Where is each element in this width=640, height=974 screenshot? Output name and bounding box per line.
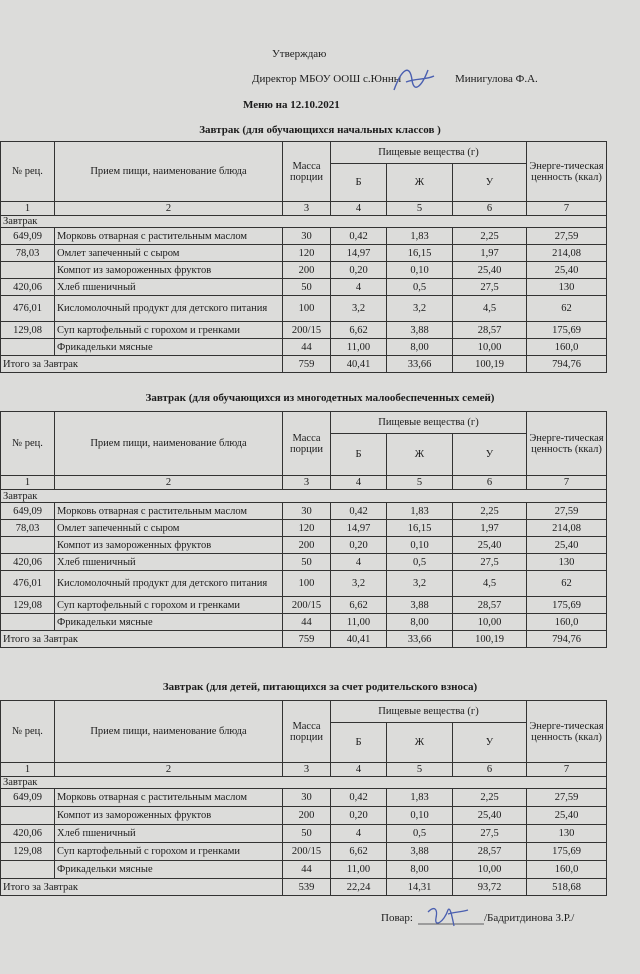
fat-cell: 1,83 bbox=[387, 228, 453, 245]
carb-cell: 2,25 bbox=[453, 503, 527, 520]
carb-cell: 25,40 bbox=[453, 807, 527, 825]
protein-cell: 11,00 bbox=[331, 861, 387, 879]
table-row bbox=[1, 843, 607, 861]
carb-cell: 2,25 bbox=[453, 789, 527, 807]
kcal-cell: 214,08 bbox=[527, 520, 607, 537]
fat-cell: 8,00 bbox=[387, 339, 453, 356]
kcal-cell: 25,40 bbox=[527, 537, 607, 554]
mass-cell: 50 bbox=[283, 279, 331, 296]
table-row bbox=[1, 279, 607, 296]
total-label: Итого за Завтрак bbox=[1, 631, 283, 648]
total-protein: 40,41 bbox=[331, 356, 387, 373]
col-number: 3 bbox=[283, 476, 331, 490]
menu-date: Меню на 12.10.2021 bbox=[243, 99, 340, 111]
meal-group-row bbox=[1, 216, 607, 228]
col-number: 5 bbox=[387, 763, 453, 777]
mass-cell: 44 bbox=[283, 339, 331, 356]
fat-cell: 0,10 bbox=[387, 537, 453, 554]
col-u-header: У bbox=[453, 164, 527, 202]
col-rec-header: № рец. bbox=[1, 701, 55, 763]
fat-cell: 1,83 bbox=[387, 789, 453, 807]
kcal-cell: 27,59 bbox=[527, 789, 607, 807]
mass-cell: 120 bbox=[283, 520, 331, 537]
kcal-cell: 160,0 bbox=[527, 614, 607, 631]
protein-cell: 11,00 bbox=[331, 339, 387, 356]
table-row bbox=[1, 322, 607, 339]
fat-cell: 3,88 bbox=[387, 322, 453, 339]
col-number: 2 bbox=[55, 763, 283, 777]
protein-cell: 3,2 bbox=[331, 571, 387, 597]
kcal-cell: 27,59 bbox=[527, 228, 607, 245]
carb-cell: 25,40 bbox=[453, 537, 527, 554]
col-number: 4 bbox=[331, 476, 387, 490]
col-mass-header: Масса порции bbox=[283, 701, 331, 763]
carb-cell: 27,5 bbox=[453, 279, 527, 296]
dish-name-cell: Хлеб пшеничный bbox=[55, 825, 283, 843]
carb-cell: 10,00 bbox=[453, 339, 527, 356]
protein-cell: 0,20 bbox=[331, 807, 387, 825]
total-protein: 40,41 bbox=[331, 631, 387, 648]
col-zh-header: Ж bbox=[387, 434, 453, 476]
mass-cell: 120 bbox=[283, 245, 331, 262]
protein-cell: 0,42 bbox=[331, 789, 387, 807]
rec-cell: 78,03 bbox=[1, 520, 55, 537]
protein-cell: 4 bbox=[331, 825, 387, 843]
rec-cell: 649,09 bbox=[1, 789, 55, 807]
dish-name-cell: Кисломолочный продукт для детского питания bbox=[55, 296, 283, 322]
carb-cell: 1,97 bbox=[453, 520, 527, 537]
fat-cell: 0,10 bbox=[387, 807, 453, 825]
mass-cell: 200/15 bbox=[283, 597, 331, 614]
meal-group-row bbox=[1, 777, 607, 789]
table-row bbox=[1, 339, 607, 356]
director-signature bbox=[388, 60, 438, 100]
dish-name-cell: Компот из замороженных фруктов bbox=[55, 807, 283, 825]
mass-cell: 100 bbox=[283, 571, 331, 597]
col-number: 1 bbox=[1, 763, 55, 777]
table-row bbox=[1, 825, 607, 843]
dish-name-cell: Суп картофельный с горохом и гренками bbox=[55, 597, 283, 614]
fat-cell: 3,2 bbox=[387, 571, 453, 597]
total-protein: 22,24 bbox=[331, 879, 387, 896]
mass-cell: 200 bbox=[283, 262, 331, 279]
cook-label: Повар: bbox=[381, 912, 413, 924]
carb-cell: 28,57 bbox=[453, 597, 527, 614]
section-title: Завтрак (для обучающихся начальных классов ) bbox=[199, 124, 441, 136]
total-kcal: 794,76 bbox=[527, 356, 607, 373]
dish-name-cell: Кисломолочный продукт для детского питания bbox=[55, 571, 283, 597]
col-zh-header: Ж bbox=[387, 723, 453, 763]
mass-cell: 200/15 bbox=[283, 322, 331, 339]
kcal-cell: 25,40 bbox=[527, 807, 607, 825]
col-number: 4 bbox=[331, 202, 387, 216]
director-name: Минигулова Ф.А. bbox=[455, 73, 538, 85]
meal-group-row bbox=[1, 490, 607, 503]
fat-cell: 0,5 bbox=[387, 279, 453, 296]
dish-name-cell: Морковь отварная с растительным маслом bbox=[55, 503, 283, 520]
col-rec-header: № рец. bbox=[1, 412, 55, 476]
table-row bbox=[1, 245, 607, 262]
kcal-cell: 62 bbox=[527, 571, 607, 597]
col-number: 6 bbox=[453, 202, 527, 216]
col-number: 5 bbox=[387, 202, 453, 216]
col-number: 4 bbox=[331, 763, 387, 777]
col-number: 6 bbox=[453, 476, 527, 490]
menu-table bbox=[0, 411, 607, 648]
col-name-header: Прием пищи, наименование блюда bbox=[55, 412, 283, 476]
dish-name-cell: Хлеб пшеничный bbox=[55, 554, 283, 571]
col-b-header: Б bbox=[331, 164, 387, 202]
col-nutrients-header: Пищевые вещества (г) bbox=[331, 142, 527, 164]
dish-name-cell: Суп картофельный с горохом и гренками bbox=[55, 843, 283, 861]
cook-name: /Бадритдинова З.Р./ bbox=[484, 912, 575, 924]
protein-cell: 14,97 bbox=[331, 245, 387, 262]
protein-cell: 0,42 bbox=[331, 228, 387, 245]
carb-cell: 1,97 bbox=[453, 245, 527, 262]
table-row bbox=[1, 503, 607, 520]
table-row bbox=[1, 807, 607, 825]
rec-cell bbox=[1, 262, 55, 279]
meal-group-label: Завтрак bbox=[1, 777, 607, 789]
total-kcal: 794,76 bbox=[527, 631, 607, 648]
dish-name-cell: Компот из замороженных фруктов bbox=[55, 537, 283, 554]
kcal-cell: 62 bbox=[527, 296, 607, 322]
kcal-cell: 25,40 bbox=[527, 262, 607, 279]
rec-cell: 129,08 bbox=[1, 322, 55, 339]
menu-table bbox=[0, 141, 607, 373]
kcal-cell: 27,59 bbox=[527, 503, 607, 520]
col-nutrients-header: Пищевые вещества (г) bbox=[331, 701, 527, 723]
table-row bbox=[1, 520, 607, 537]
total-fat: 33,66 bbox=[387, 631, 453, 648]
col-mass-header: Масса порции bbox=[283, 142, 331, 202]
protein-cell: 6,62 bbox=[331, 322, 387, 339]
kcal-cell: 130 bbox=[527, 279, 607, 296]
total-mass: 539 bbox=[283, 879, 331, 896]
fat-cell: 3,88 bbox=[387, 843, 453, 861]
total-row bbox=[1, 356, 607, 373]
rec-cell bbox=[1, 861, 55, 879]
mass-cell: 50 bbox=[283, 825, 331, 843]
kcal-cell: 160,0 bbox=[527, 861, 607, 879]
section-title: Завтрак (для детей, питающихся за счет родительского взноса) bbox=[162, 681, 478, 693]
col-number: 2 bbox=[55, 202, 283, 216]
kcal-cell: 130 bbox=[527, 825, 607, 843]
meal-group-label: Завтрак bbox=[1, 216, 607, 228]
col-u-header: У bbox=[453, 434, 527, 476]
total-mass: 759 bbox=[283, 356, 331, 373]
col-number: 1 bbox=[1, 202, 55, 216]
dish-name-cell: Фрикадельки мясные bbox=[55, 861, 283, 879]
dish-name-cell: Морковь отварная с растительным маслом bbox=[55, 789, 283, 807]
col-name-header: Прием пищи, наименование блюда bbox=[55, 142, 283, 202]
rec-cell: 420,06 bbox=[1, 279, 55, 296]
protein-cell: 14,97 bbox=[331, 520, 387, 537]
col-u-header: У bbox=[453, 723, 527, 763]
mass-cell: 200 bbox=[283, 537, 331, 554]
total-label: Итого за Завтрак bbox=[1, 356, 283, 373]
director-label: Директор МБОУ ООШ с.Юнны bbox=[252, 73, 402, 85]
menu-table bbox=[0, 700, 607, 896]
fat-cell: 3,2 bbox=[387, 296, 453, 322]
col-energy-header: Энерге-тическая ценность (ккал) bbox=[527, 412, 607, 476]
total-row bbox=[1, 879, 607, 896]
rec-cell: 129,08 bbox=[1, 843, 55, 861]
table-row bbox=[1, 537, 607, 554]
column-numbers-row bbox=[1, 202, 607, 216]
col-number: 6 bbox=[453, 763, 527, 777]
col-number: 3 bbox=[283, 202, 331, 216]
carb-cell: 28,57 bbox=[453, 843, 527, 861]
mass-cell: 30 bbox=[283, 789, 331, 807]
mass-cell: 200 bbox=[283, 807, 331, 825]
rec-cell: 649,09 bbox=[1, 503, 55, 520]
dish-name-cell: Компот из замороженных фруктов bbox=[55, 262, 283, 279]
total-fat: 33,66 bbox=[387, 356, 453, 373]
cook-signature bbox=[418, 902, 484, 936]
col-number: 5 bbox=[387, 476, 453, 490]
table-row bbox=[1, 554, 607, 571]
dish-name-cell: Хлеб пшеничный bbox=[55, 279, 283, 296]
rec-cell: 649,09 bbox=[1, 228, 55, 245]
col-energy-header: Энерге-тическая ценность (ккал) bbox=[527, 142, 607, 202]
kcal-cell: 130 bbox=[527, 554, 607, 571]
table-row bbox=[1, 296, 607, 322]
total-row bbox=[1, 631, 607, 648]
col-number: 2 bbox=[55, 476, 283, 490]
col-number: 1 bbox=[1, 476, 55, 490]
total-carb: 100,19 bbox=[453, 356, 527, 373]
rec-cell: 420,06 bbox=[1, 825, 55, 843]
carb-cell: 27,5 bbox=[453, 554, 527, 571]
mass-cell: 200/15 bbox=[283, 843, 331, 861]
table-row bbox=[1, 789, 607, 807]
col-number: 7 bbox=[527, 763, 607, 777]
fat-cell: 16,15 bbox=[387, 520, 453, 537]
dish-name-cell: Фрикадельки мясные bbox=[55, 339, 283, 356]
rec-cell: 78,03 bbox=[1, 245, 55, 262]
carb-cell: 28,57 bbox=[453, 322, 527, 339]
col-mass-header: Масса порции bbox=[283, 412, 331, 476]
total-fat: 14,31 bbox=[387, 879, 453, 896]
col-energy-header: Энерге-тическая ценность (ккал) bbox=[527, 701, 607, 763]
carb-cell: 10,00 bbox=[453, 861, 527, 879]
protein-cell: 0,42 bbox=[331, 503, 387, 520]
carb-cell: 2,25 bbox=[453, 228, 527, 245]
total-mass: 759 bbox=[283, 631, 331, 648]
protein-cell: 11,00 bbox=[331, 614, 387, 631]
table-row bbox=[1, 614, 607, 631]
rec-cell: 420,06 bbox=[1, 554, 55, 571]
protein-cell: 6,62 bbox=[331, 597, 387, 614]
rec-cell bbox=[1, 339, 55, 356]
mass-cell: 100 bbox=[283, 296, 331, 322]
kcal-cell: 214,08 bbox=[527, 245, 607, 262]
col-number: 7 bbox=[527, 202, 607, 216]
fat-cell: 0,10 bbox=[387, 262, 453, 279]
col-name-header: Прием пищи, наименование блюда bbox=[55, 701, 283, 763]
fat-cell: 3,88 bbox=[387, 597, 453, 614]
table-row bbox=[1, 571, 607, 597]
mass-cell: 50 bbox=[283, 554, 331, 571]
table-row bbox=[1, 262, 607, 279]
table-row bbox=[1, 861, 607, 879]
section-title: Завтрак (для обучающихся из многодетных малообеспеченных семей) bbox=[145, 392, 495, 404]
column-numbers-row bbox=[1, 476, 607, 490]
approve-label: Утверждаю bbox=[272, 48, 327, 60]
col-nutrients-header: Пищевые вещества (г) bbox=[331, 412, 527, 434]
fat-cell: 8,00 bbox=[387, 614, 453, 631]
mass-cell: 30 bbox=[283, 503, 331, 520]
carb-cell: 27,5 bbox=[453, 825, 527, 843]
rec-cell bbox=[1, 537, 55, 554]
fat-cell: 0,5 bbox=[387, 825, 453, 843]
protein-cell: 3,2 bbox=[331, 296, 387, 322]
total-label: Итого за Завтрак bbox=[1, 879, 283, 896]
col-number: 3 bbox=[283, 763, 331, 777]
dish-name-cell: Фрикадельки мясные bbox=[55, 614, 283, 631]
total-carb: 93,72 bbox=[453, 879, 527, 896]
kcal-cell: 160,0 bbox=[527, 339, 607, 356]
carb-cell: 25,40 bbox=[453, 262, 527, 279]
col-zh-header: Ж bbox=[387, 164, 453, 202]
mass-cell: 30 bbox=[283, 228, 331, 245]
table-row bbox=[1, 597, 607, 614]
column-numbers-row bbox=[1, 763, 607, 777]
col-b-header: Б bbox=[331, 723, 387, 763]
rec-cell: 476,01 bbox=[1, 296, 55, 322]
kcal-cell: 175,69 bbox=[527, 843, 607, 861]
kcal-cell: 175,69 bbox=[527, 322, 607, 339]
rec-cell bbox=[1, 807, 55, 825]
carb-cell: 4,5 bbox=[453, 571, 527, 597]
dish-name-cell: Морковь отварная с растительным маслом bbox=[55, 228, 283, 245]
mass-cell: 44 bbox=[283, 614, 331, 631]
rec-cell: 476,01 bbox=[1, 571, 55, 597]
rec-cell: 129,08 bbox=[1, 597, 55, 614]
protein-cell: 6,62 bbox=[331, 843, 387, 861]
total-carb: 100,19 bbox=[453, 631, 527, 648]
col-number: 7 bbox=[527, 476, 607, 490]
dish-name-cell: Омлет запеченный с сыром bbox=[55, 245, 283, 262]
protein-cell: 4 bbox=[331, 279, 387, 296]
fat-cell: 8,00 bbox=[387, 861, 453, 879]
kcal-cell: 175,69 bbox=[527, 597, 607, 614]
carb-cell: 4,5 bbox=[453, 296, 527, 322]
fat-cell: 0,5 bbox=[387, 554, 453, 571]
protein-cell: 0,20 bbox=[331, 262, 387, 279]
mass-cell: 44 bbox=[283, 861, 331, 879]
dish-name-cell: Омлет запеченный с сыром bbox=[55, 520, 283, 537]
col-b-header: Б bbox=[331, 434, 387, 476]
table-row bbox=[1, 228, 607, 245]
rec-cell bbox=[1, 614, 55, 631]
fat-cell: 1,83 bbox=[387, 503, 453, 520]
protein-cell: 4 bbox=[331, 554, 387, 571]
dish-name-cell: Суп картофельный с горохом и гренками bbox=[55, 322, 283, 339]
fat-cell: 16,15 bbox=[387, 245, 453, 262]
meal-group-label: Завтрак bbox=[1, 490, 607, 503]
total-kcal: 518,68 bbox=[527, 879, 607, 896]
carb-cell: 10,00 bbox=[453, 614, 527, 631]
col-rec-header: № рец. bbox=[1, 142, 55, 202]
protein-cell: 0,20 bbox=[331, 537, 387, 554]
